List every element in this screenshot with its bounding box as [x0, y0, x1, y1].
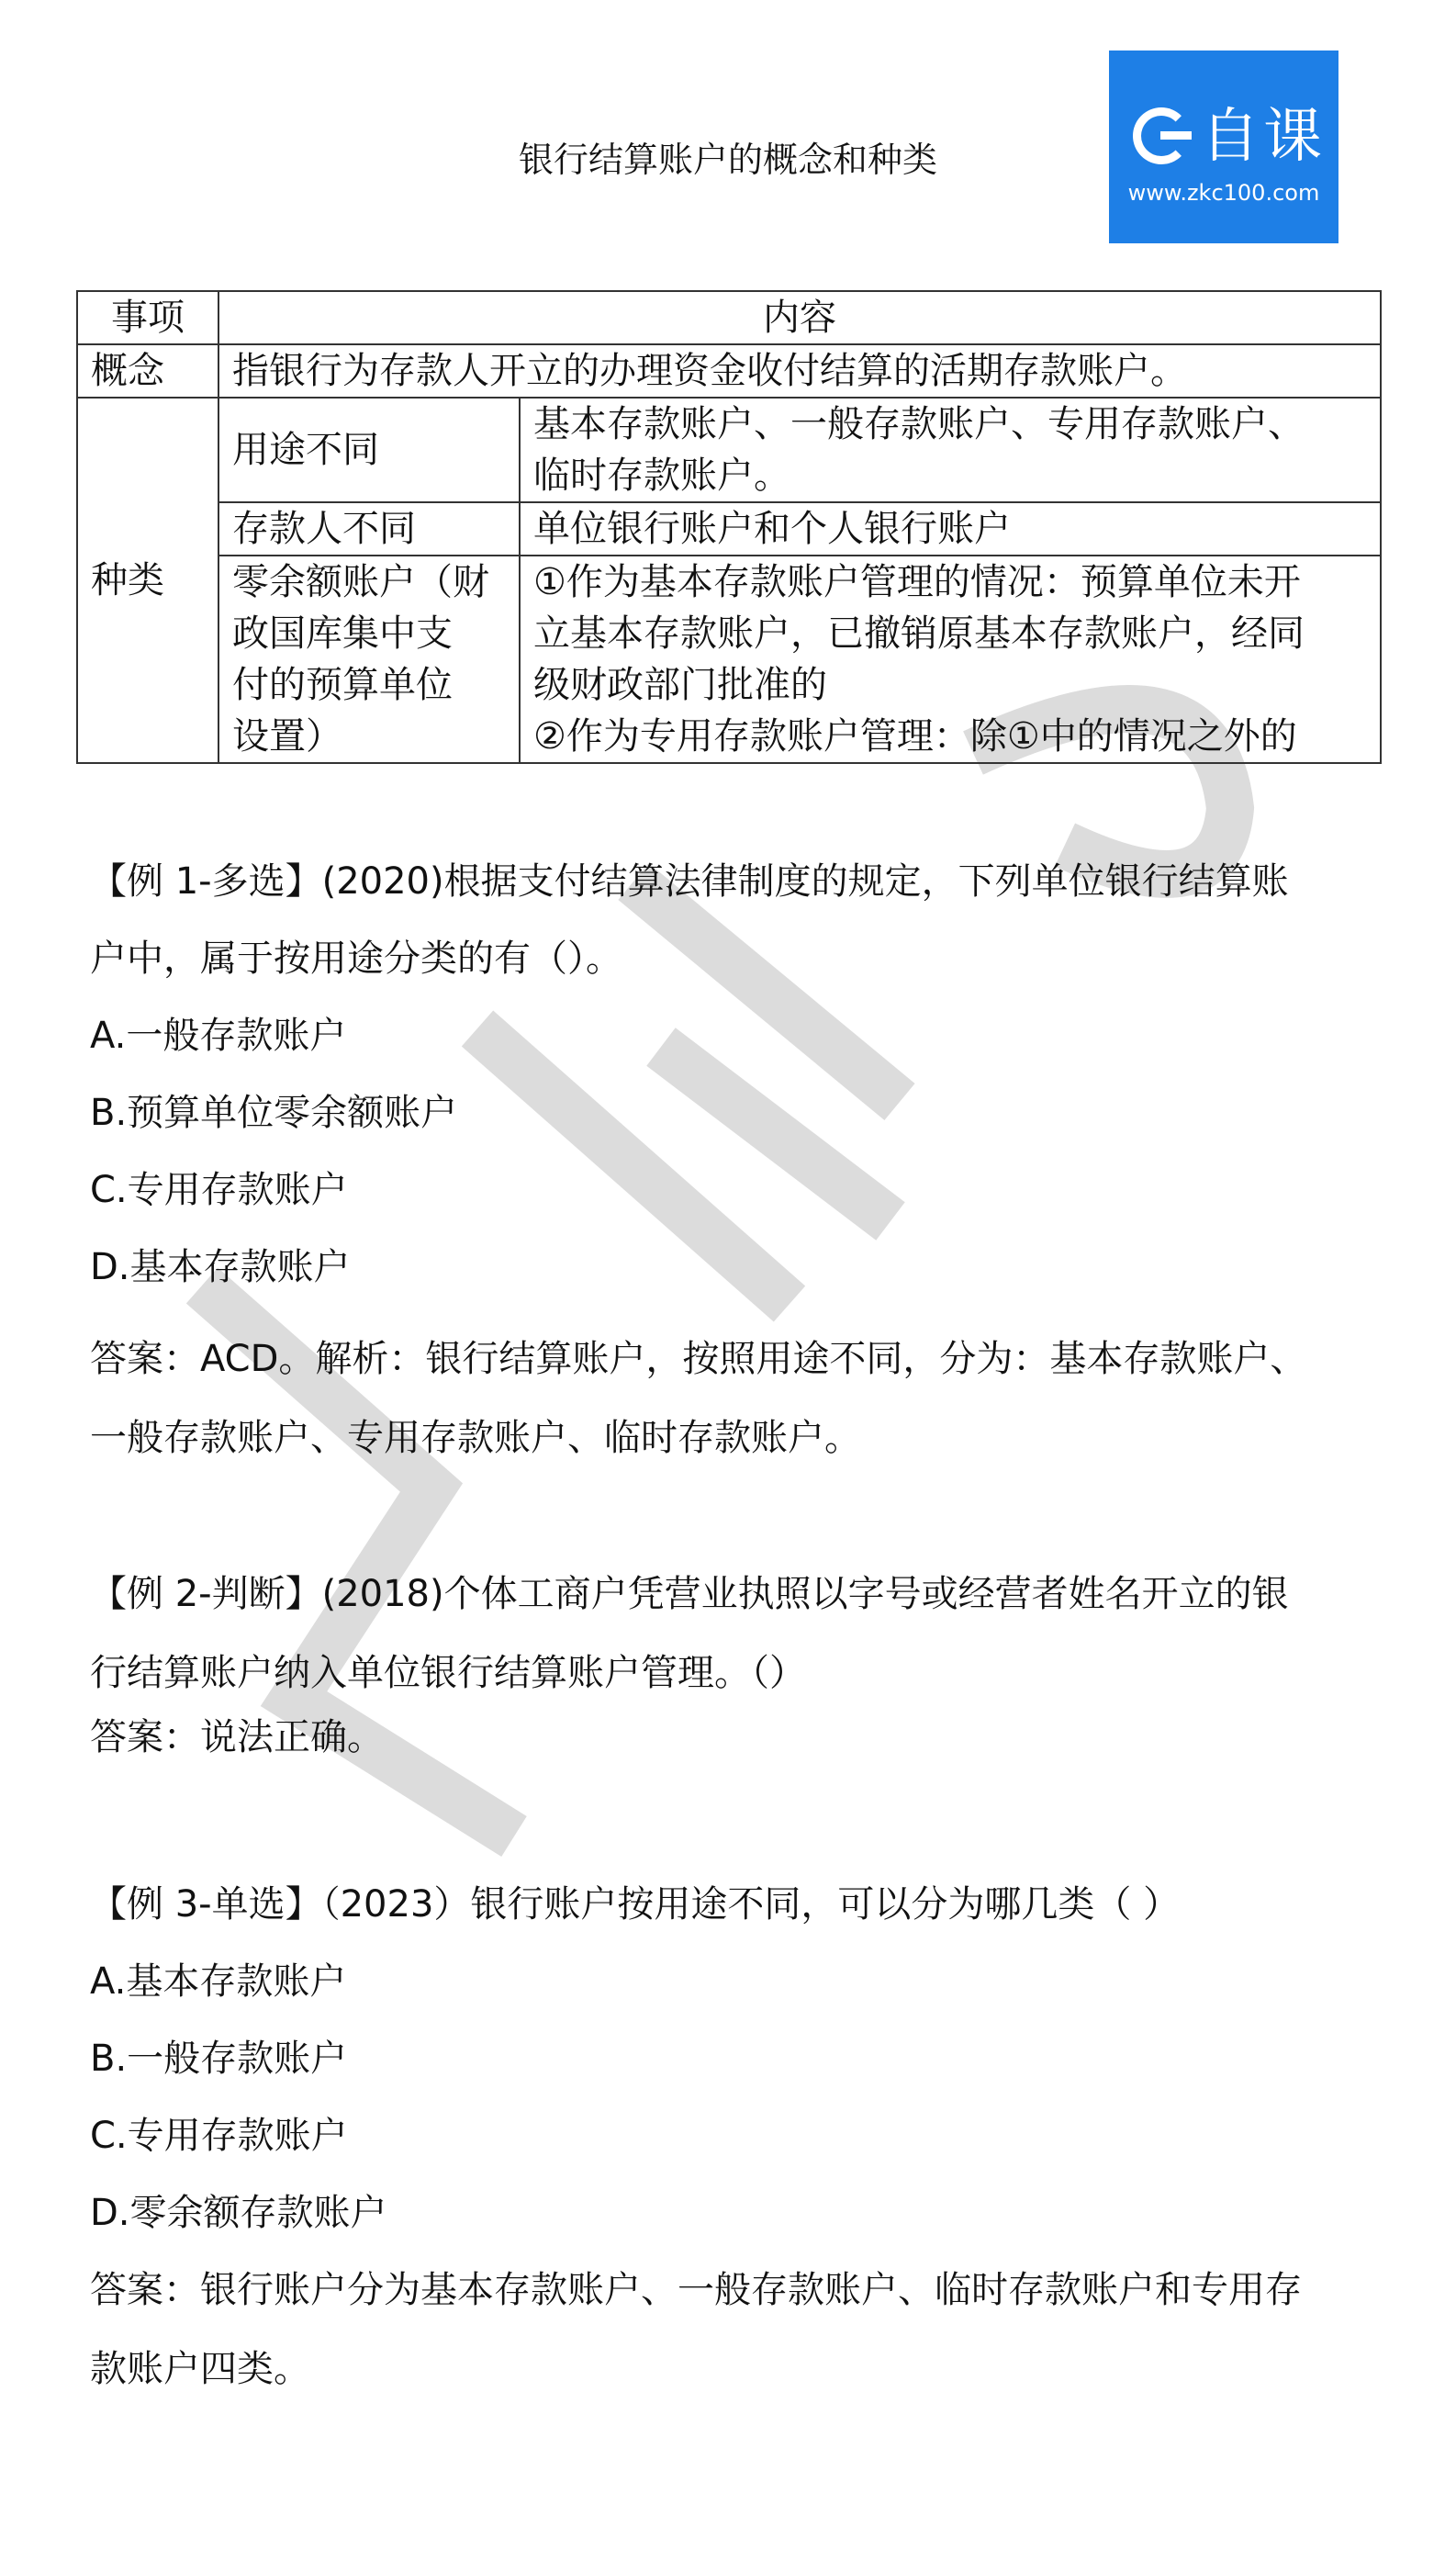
example-3-option-d: D.零余额存款账户 [90, 2192, 387, 2234]
example-1-option-b: B.预算单位零余额账户 [90, 1092, 458, 1134]
example-1-question-line: 户中，属于按用途分类的有（）。 [90, 938, 622, 980]
example-3-option-a: A.基本存款账户 [90, 1960, 347, 2003]
type-sub-label: 存款人不同 [218, 502, 520, 556]
example-3-option-c: C.专用存款账户 [90, 2115, 348, 2157]
example-3-answer-line: 款账户四类。 [90, 2348, 310, 2390]
example-3 [90, 1879, 1394, 2395]
example-2 [90, 1568, 1394, 1763]
type-text: ①作为基本存款账户管理的情况：预算单位未开 立基本存款账户，已撤销原基本存款账户，经同 级财政部门批准的 ②作为专用存款账户管理：除①中的情况之外的 [520, 556, 1381, 763]
logo-name: 自课 [1201, 103, 1326, 171]
example-3-answer-line: 答案：银行账户分为基本存款账户、一般存款账户、临时存款账户和专用存 [90, 2269, 1302, 2311]
example-2-question-line: 【例 2-判断】(2018)个体工商户凭营业执照以字号或经营者姓名开立的银 [90, 1573, 1289, 1615]
example-1-option-d: D.基本存款账户 [90, 1246, 351, 1288]
example-2-question-line: 行结算账户纳入单位银行结算账户管理。（） [90, 1652, 806, 1694]
example-1-answer-line: 一般存款账户、专用存款账户、临时存款账户。 [90, 1417, 861, 1459]
example-2-answer: 答案：说法正确。 [90, 1716, 384, 1758]
table-row-types [77, 398, 1381, 502]
types-label: 种类 [77, 398, 218, 763]
concept-text: 指银行为存款人开立的办理资金收付结算的活期存款账户。 [218, 344, 1381, 398]
type-sub-label: 用途不同 [218, 398, 520, 502]
example-1-answer-line: 答案：ACD。解析：银行结算账户，按照用途不同，分为：基本存款账户、 [90, 1338, 1307, 1380]
table-header-content: 内容 [218, 291, 1381, 344]
example-3-question: 【例 3-单选】（2023）银行账户按用途不同，可以分为哪几类（ ） [90, 1883, 1181, 1926]
example-1-option-c: C.专用存款账户 [90, 1169, 348, 1211]
example-3-option-b: B.一般存款账户 [90, 2038, 348, 2080]
table-header-item: 事项 [77, 291, 218, 344]
zkc-logo [1109, 51, 1338, 243]
type-text: 基本存款账户、一般存款账户、专用存款账户、 临时存款账户。 [520, 398, 1381, 502]
table-row-types [77, 502, 1381, 556]
example-1-question-line: 【例 1-多选】(2020)根据支付结算法律制度的规定，下列单位银行结算账 [90, 860, 1289, 903]
page-title: 银行结算账户的概念和种类 [518, 140, 937, 180]
table-header-row [77, 291, 1381, 344]
account-types-table [76, 290, 1382, 764]
table-row-concept [77, 344, 1381, 398]
logo-url: www.zkc100.com [1127, 180, 1320, 206]
concept-label: 概念 [77, 344, 218, 398]
type-sub-label: 零余额账户（财 政国库集中支 付的预算单位 设置） [218, 556, 520, 763]
example-1 [90, 856, 1394, 1464]
example-1-option-a: A.一般存款账户 [90, 1015, 347, 1057]
table-row-types [77, 556, 1381, 763]
type-text: 单位银行账户和个人银行账户 [520, 502, 1381, 556]
